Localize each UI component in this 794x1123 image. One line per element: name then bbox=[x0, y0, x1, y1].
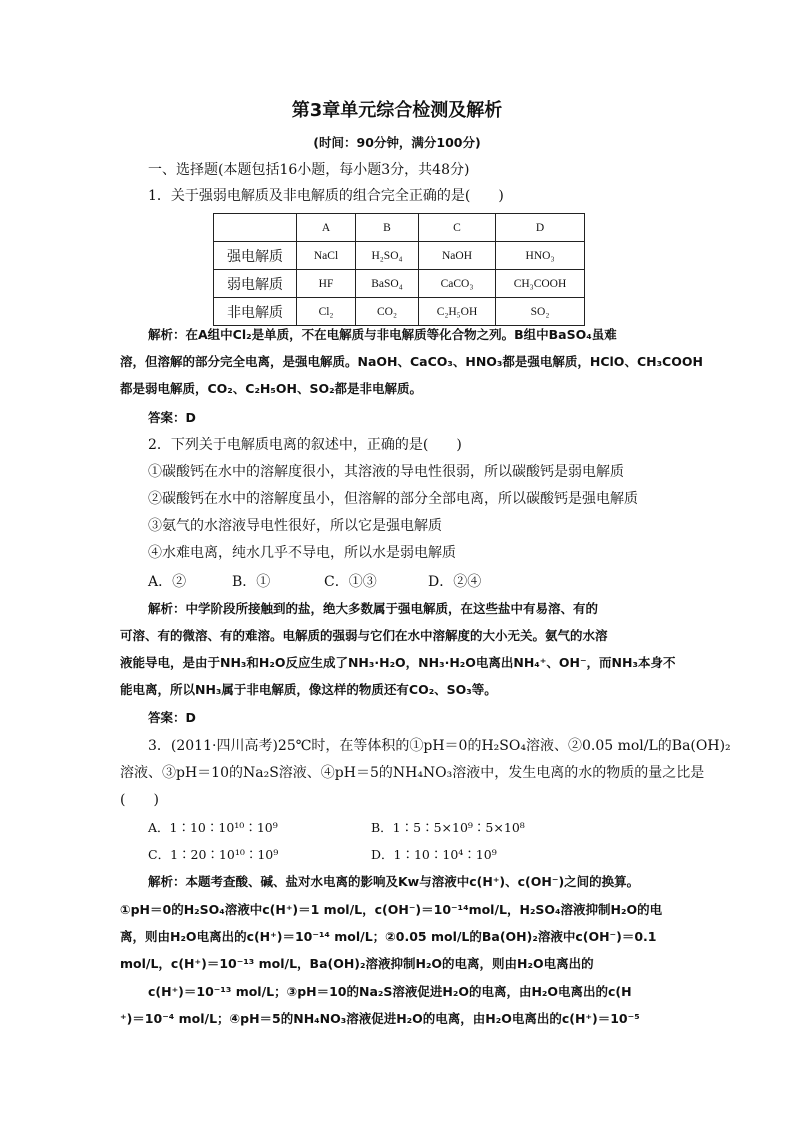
table-row-header: 弱电解质 bbox=[214, 270, 297, 298]
table-row bbox=[214, 298, 585, 326]
table-cell: CH₃COOH bbox=[496, 270, 585, 298]
q1-stem: 1．关于强弱电解质及非电解质的组合完全正确的是( ) bbox=[148, 188, 504, 204]
table-cell: A bbox=[297, 214, 356, 242]
table-cell: NaCl bbox=[297, 242, 356, 270]
q3-analysis-line: 解析：本题考查酸、碱、盐对水电离的影响及Kw与溶液中c(H⁺)、c(OH⁻)之间的换算。 bbox=[148, 874, 640, 889]
table-row-header: 非电解质 bbox=[214, 298, 297, 326]
table-cell: C₂H₅OH bbox=[419, 298, 496, 326]
q2-option-c: C．①③ bbox=[324, 574, 377, 590]
table-cell: HNO₃ bbox=[496, 242, 585, 270]
table-row bbox=[214, 270, 585, 298]
q3-analysis-line: ⁺)＝10⁻⁴ mol/L；④pH＝5的NH₄NO₃溶液促进H₂O的电离，由H₂O电离出的c(H⁺)＝10⁻⁵ bbox=[120, 1011, 640, 1026]
table-cell: B bbox=[356, 214, 419, 242]
q2-option-b: B．① bbox=[232, 574, 271, 590]
q2-item: ③氨气的水溶液导电性很好，所以它是强电解质 bbox=[148, 518, 442, 534]
q3-option-d: D．1∶10∶10⁴∶10⁹ bbox=[371, 847, 497, 862]
table-header-row bbox=[214, 214, 585, 242]
table-row-header: 强电解质 bbox=[214, 242, 297, 270]
q3-analysis-line: 离，则由H₂O电离出的c(H⁺)＝10⁻¹⁴ mol/L；②0.05 mol/L的Ba(OH)₂溶液中c(OH⁻)＝0.1 bbox=[120, 929, 657, 944]
q2-item: ①碳酸钙在水中的溶解度很小，其溶液的导电性很弱，所以碳酸钙是弱电解质 bbox=[148, 464, 624, 480]
q2-analysis-line: 能电离，所以NH₃属于非电解质，像这样的物质还有CO₂、SO₃等。 bbox=[120, 682, 497, 697]
q1-analysis-line: 解析：在A组中Cl₂是单质，不在电解质与非电解质等化合物之列。B组中BaSO₄虽难 bbox=[148, 327, 617, 342]
q2-option-a: A．② bbox=[148, 574, 187, 590]
q3-option-a: A．1∶10∶10¹⁰∶10⁹ bbox=[148, 820, 278, 835]
table-cell: C bbox=[419, 214, 496, 242]
table-cell bbox=[214, 214, 297, 242]
q3-analysis-line: c(H⁺)＝10⁻¹³ mol/L；③pH＝10的Na₂S溶液促进H₂O的电离，由H₂O电离出的c(H bbox=[148, 984, 632, 999]
q2-analysis-line: 可溶、有的微溶、有的难溶。电解质的强弱与它们在水中溶解度的大小无关。氨气的水溶 bbox=[120, 628, 608, 643]
q1-analysis-line: 都是弱电解质，CO₂、C₂H₅OH、SO₂都是非电解质。 bbox=[120, 381, 423, 396]
table-cell: HF bbox=[297, 270, 356, 298]
q3-stem-line: ( ) bbox=[120, 792, 159, 808]
q2-item: ④水难电离，纯水几乎不导电，所以水是弱电解质 bbox=[148, 545, 456, 561]
page-title: 第3章单元综合检测及解析 bbox=[291, 100, 503, 121]
q2-answer: 答案：D bbox=[148, 710, 196, 725]
q2-stem: 2．下列关于电解质电离的叙述中，正确的是( ) bbox=[148, 437, 462, 453]
table-cell: CaCO₃ bbox=[419, 270, 496, 298]
table-row bbox=[214, 242, 585, 270]
q3-stem-line: 溶液、③pH＝10的Na₂S溶液、④pH＝5的NH₄NO₃溶液中，发生电离的水的物质的量之比是 bbox=[120, 765, 705, 781]
table-cell: SO₂ bbox=[496, 298, 585, 326]
table-cell: Cl₂ bbox=[297, 298, 356, 326]
table-cell: NaOH bbox=[419, 242, 496, 270]
q2-item: ②碳酸钙在水中的溶解度虽小，但溶解的部分全部电离，所以碳酸钙是强电解质 bbox=[148, 491, 638, 507]
q3-option-b: B．1∶5∶5×10⁹∶5×10⁸ bbox=[371, 820, 525, 835]
q3-stem-line: 3．(2011·四川高考)25℃时，在等体积的①pH＝0的H₂SO₄溶液、②0.05 mol/L的Ba(OH)₂ bbox=[148, 738, 731, 754]
q3-option-c: C．1∶20∶10¹⁰∶10⁹ bbox=[148, 847, 279, 862]
q3-analysis-line: mol/L，c(H⁺)＝10⁻¹³ mol/L，Ba(OH)₂溶液抑制H₂O的电离，则由H₂O电离出的 bbox=[120, 956, 594, 971]
q1-table bbox=[213, 213, 585, 326]
section-heading: 一、选择题(本题包括16小题，每小题3分，共48分) bbox=[148, 162, 470, 178]
table-cell: BaSO₄ bbox=[356, 270, 419, 298]
q1-answer: 答案：D bbox=[148, 410, 196, 425]
table-cell: D bbox=[496, 214, 585, 242]
q2-option-d: D．②④ bbox=[428, 574, 482, 590]
q2-analysis-line: 解析：中学阶段所接触到的盐，绝大多数属于强电解质，在这些盐中有易溶、有的 bbox=[148, 601, 599, 616]
table-cell: CO₂ bbox=[356, 298, 419, 326]
q2-analysis-line: 液能导电，是由于NH₃和H₂O反应生成了NH₃·H₂O，NH₃·H₂O电离出NH₄⁺、OH⁻，而NH₃本身不 bbox=[120, 655, 676, 670]
page-subtitle: (时间：90分钟，满分100分) bbox=[313, 135, 481, 150]
q1-analysis-line: 溶，但溶解的部分完全电离，是强电解质。NaOH、CaCO₃、HNO₃都是强电解质，HClO、CH₃COOH bbox=[120, 354, 703, 369]
table-cell: H₂SO₄ bbox=[356, 242, 419, 270]
q3-analysis-line: ①pH＝0的H₂SO₄溶液中c(H⁺)＝1 mol/L，c(OH⁻)＝10⁻¹⁴mol/L，H₂SO₄溶液抑制H₂O的电 bbox=[120, 902, 663, 917]
